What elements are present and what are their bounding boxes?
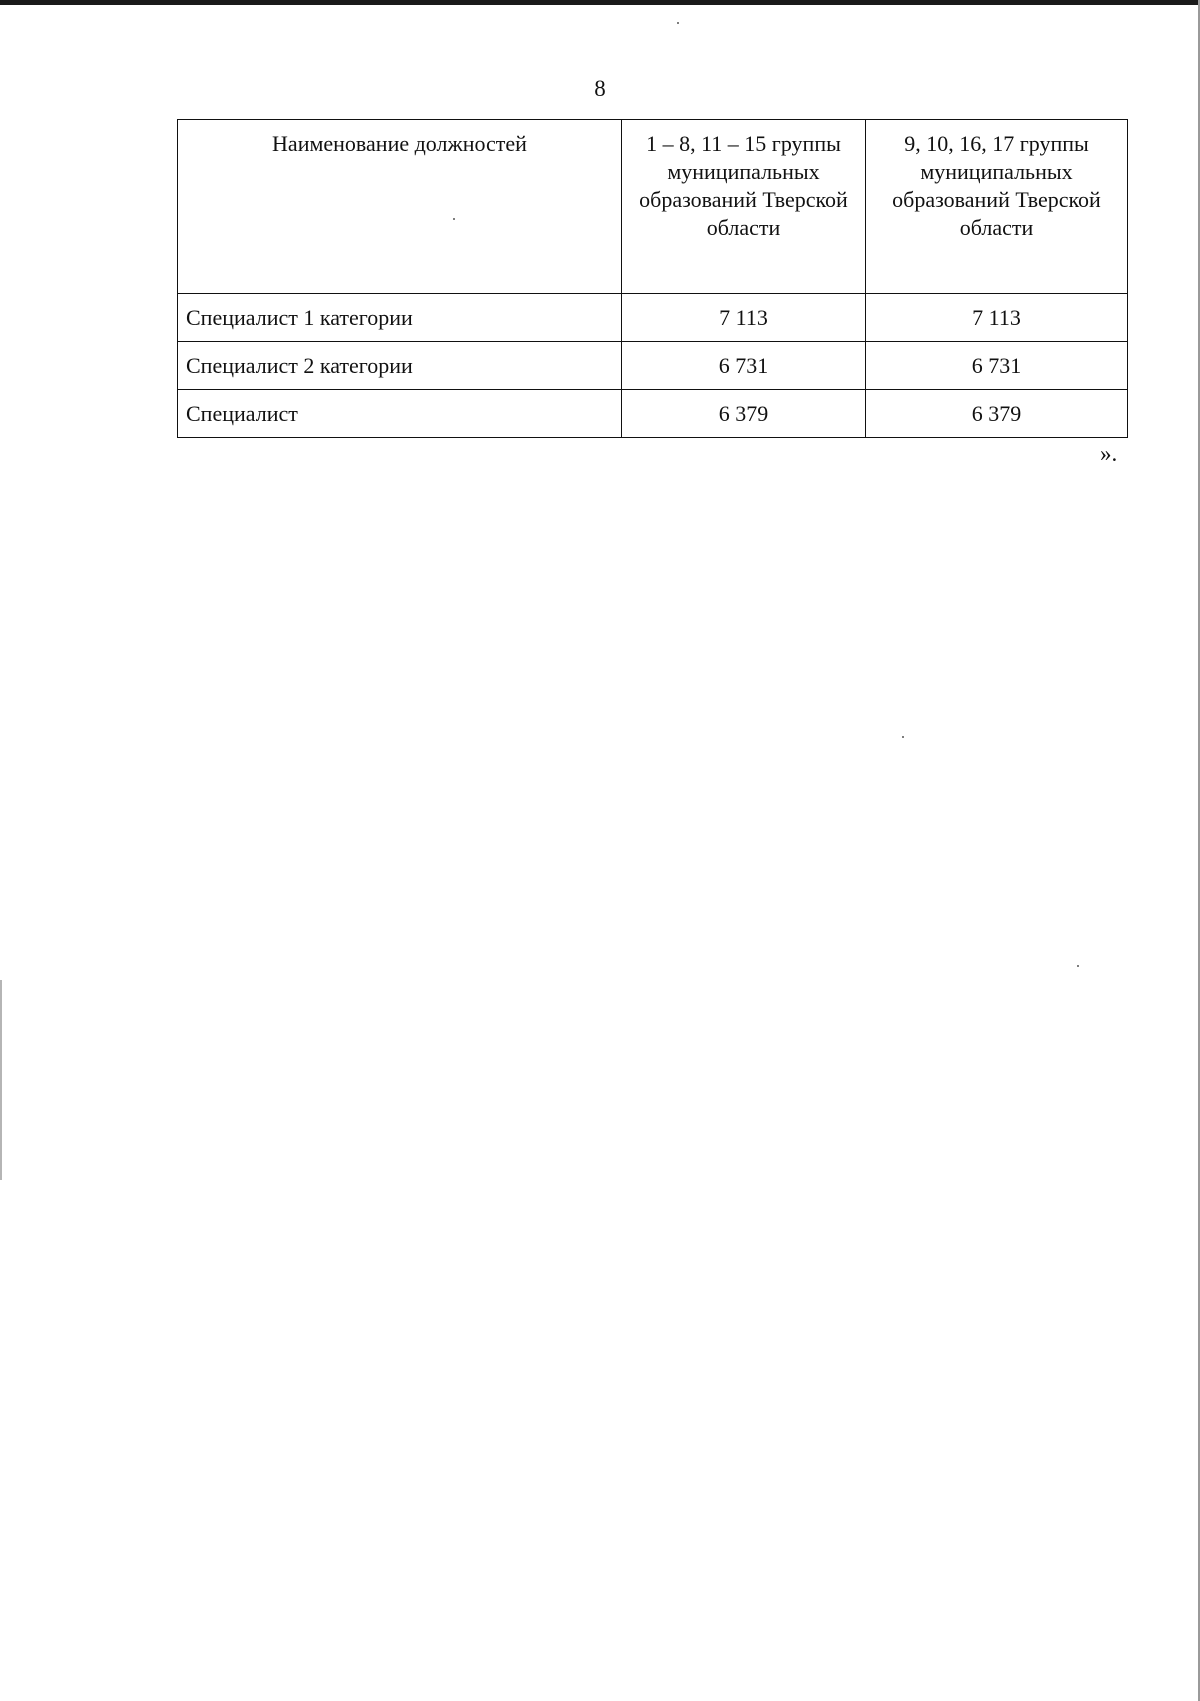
- scan-edge-left: [0, 980, 2, 1180]
- position-name: Специалист: [178, 390, 622, 438]
- scan-speck: [902, 736, 904, 738]
- salary-groups-9-17: 7 113: [866, 294, 1128, 342]
- table-row: [178, 342, 1128, 390]
- scan-speck: [1077, 965, 1079, 967]
- closing-quote-mark: ».: [1100, 441, 1118, 466]
- scan-speck: [677, 22, 679, 24]
- salary-table: [177, 119, 1128, 438]
- column-header-groups-9-17: 9, 10, 16, 17 группы муниципальных образований Тверской области: [866, 120, 1128, 294]
- salary-groups-1-15: 6 731: [622, 342, 866, 390]
- salary-groups-1-15: 6 379: [622, 390, 866, 438]
- salary-groups-9-17: 6 731: [866, 342, 1128, 390]
- scan-edge-top: [0, 0, 1200, 5]
- page-number: 8: [594, 76, 606, 101]
- table-row: [178, 294, 1128, 342]
- salary-groups-1-15: 7 113: [622, 294, 866, 342]
- position-name: Специалист 2 категории: [178, 342, 622, 390]
- salary-groups-9-17: 6 379: [866, 390, 1128, 438]
- column-header-position: Наименование должностей: [178, 120, 622, 294]
- column-header-groups-1-15: 1 – 8, 11 – 15 группы муниципальных образований Тверской области: [622, 120, 866, 294]
- table-row: [178, 390, 1128, 438]
- table-header-row: [178, 120, 1128, 294]
- position-name: Специалист 1 категории: [178, 294, 622, 342]
